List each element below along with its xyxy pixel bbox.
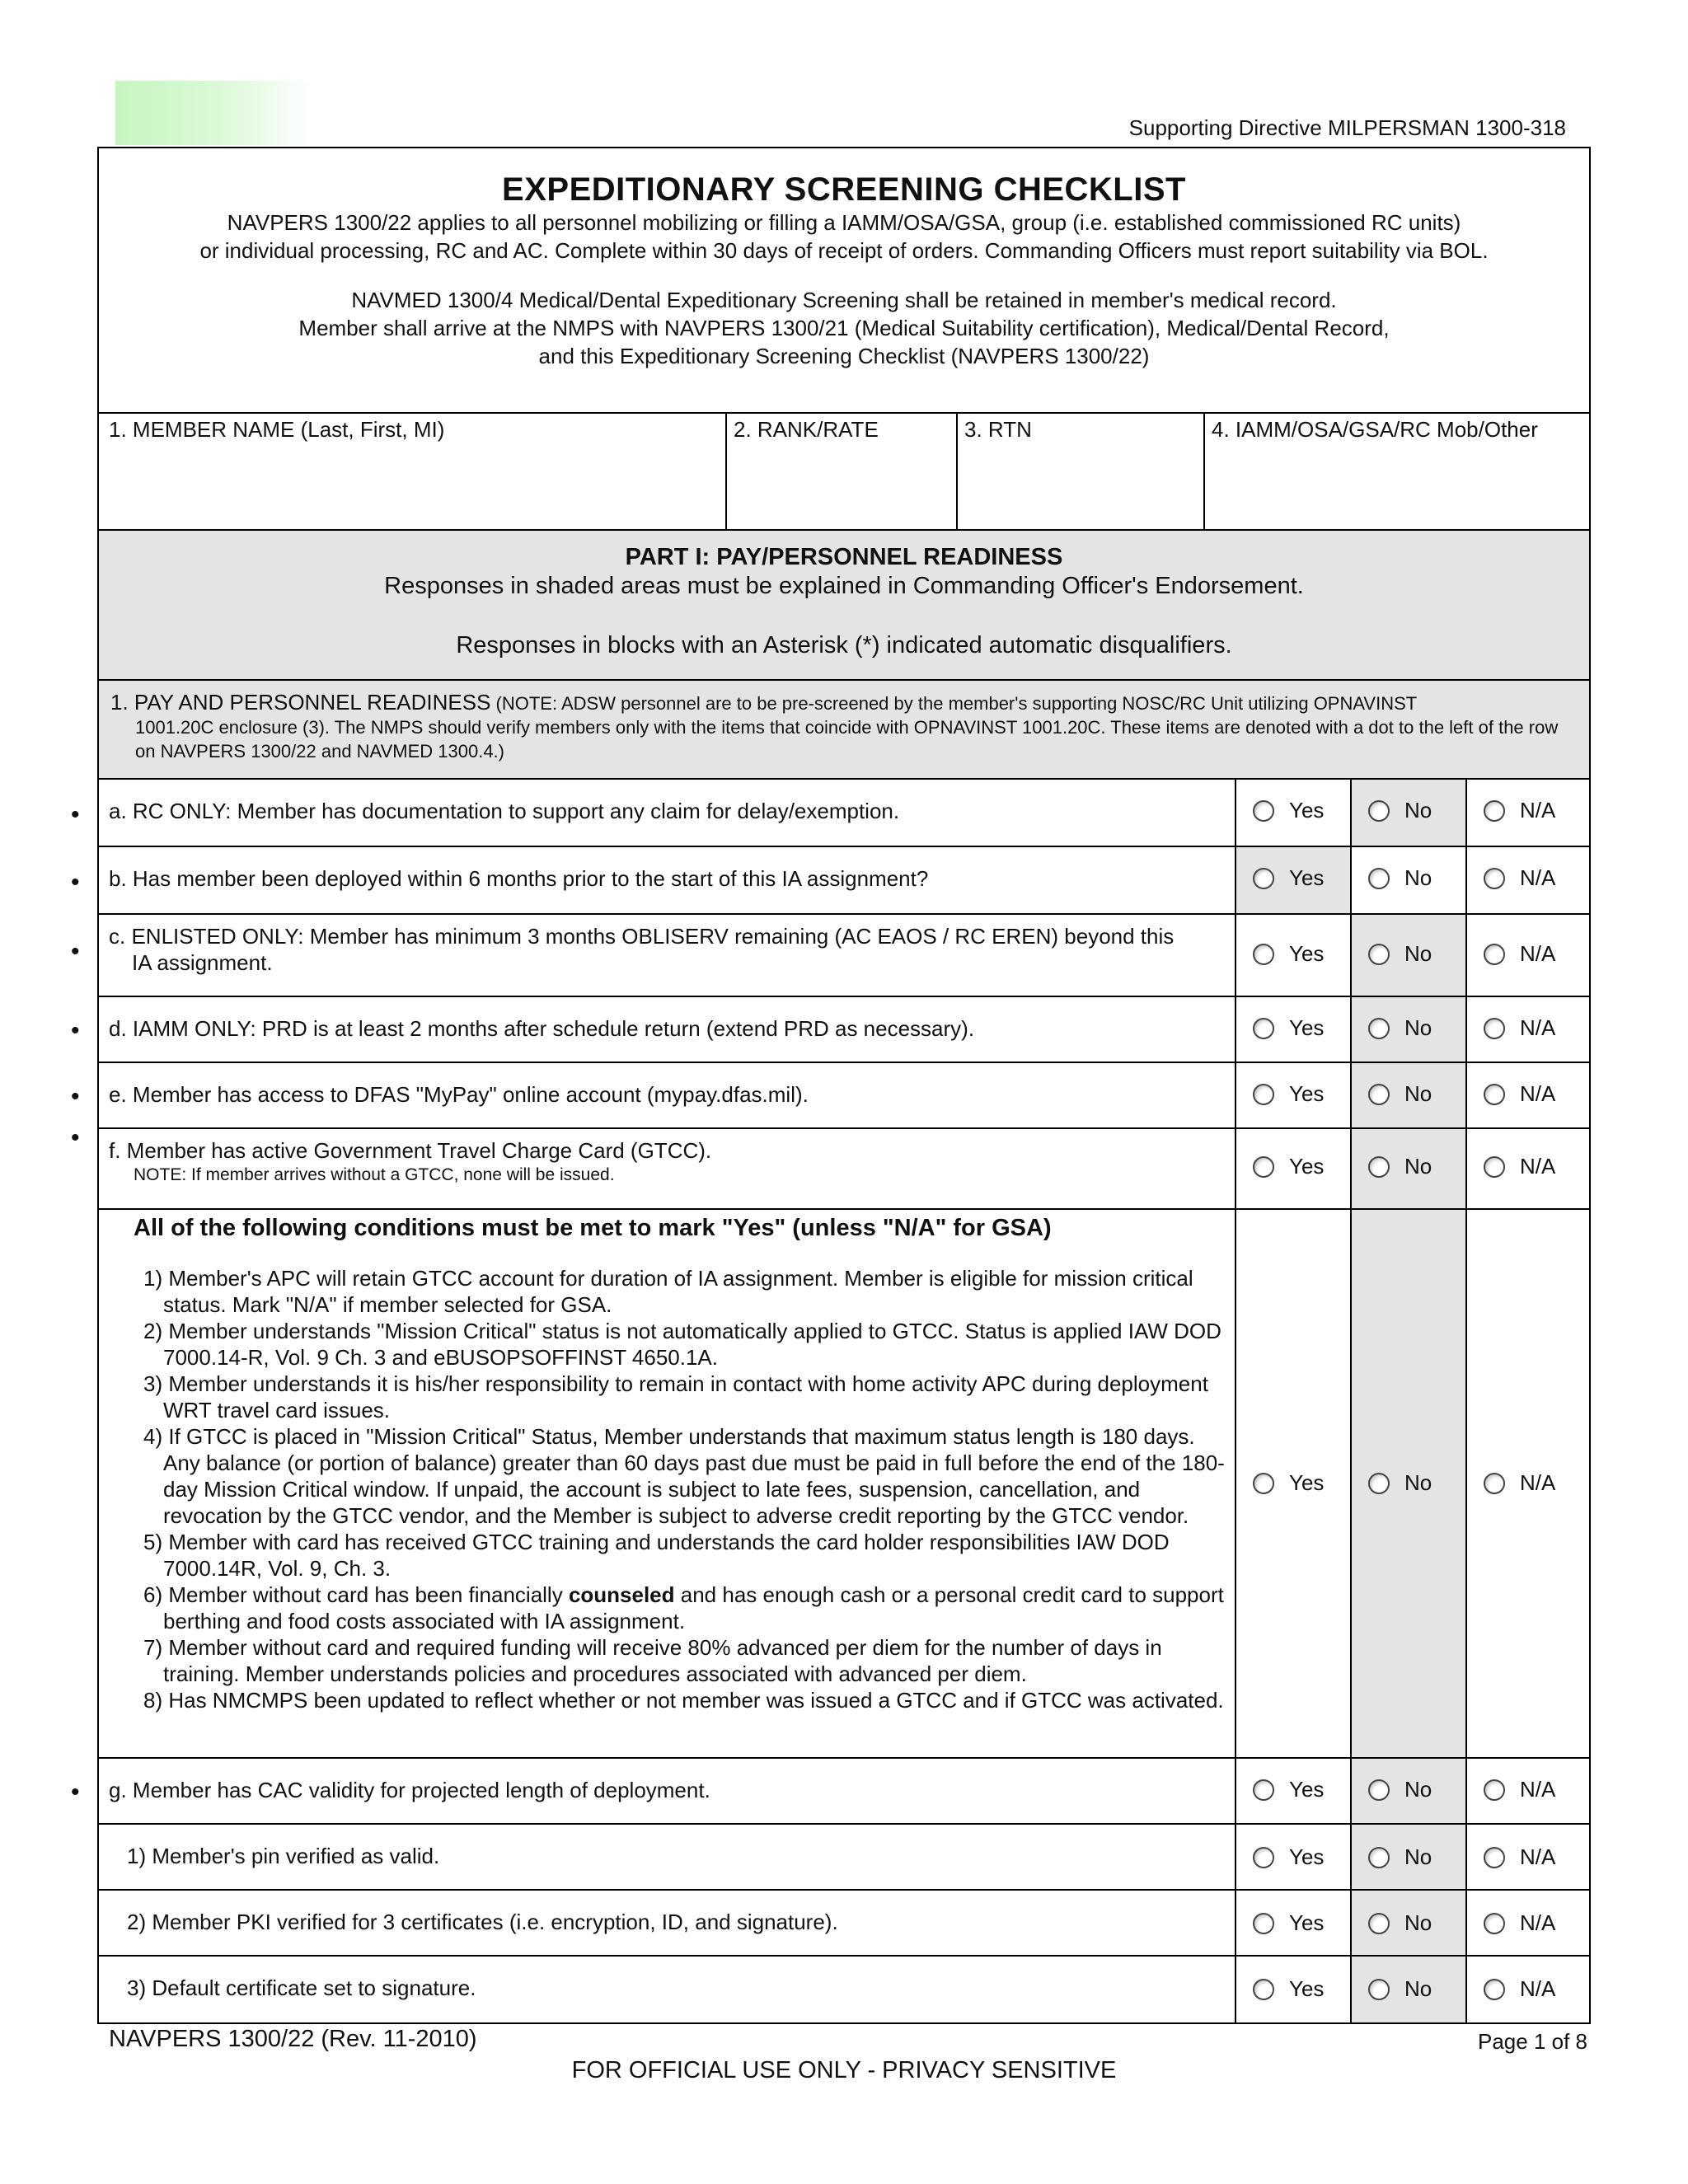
na-label: N/A (1520, 1976, 1556, 2001)
q-g-na[interactable] (1484, 1777, 1555, 1802)
yes-label: Yes (1289, 941, 1325, 966)
rtn-field[interactable] (964, 417, 1197, 527)
radio-button-icon (1368, 1779, 1390, 1801)
part-1-banner (99, 531, 1589, 679)
na-label: N/A (1520, 1844, 1556, 1869)
pay-personnel-section (99, 681, 1589, 780)
condition-6 (134, 1582, 1226, 1634)
radio-button-icon (1368, 1913, 1390, 1934)
category-label: 4. IAMM/OSA/GSA/RC Mob/Other (1212, 417, 1538, 442)
divider (1350, 780, 1352, 2022)
q-c-no[interactable] (1368, 941, 1432, 967)
no-label: No (1404, 1470, 1432, 1495)
radio-button-icon (1253, 1084, 1274, 1105)
question-g: g. Member has CAC validity for projected length of deployment. (109, 1778, 710, 1802)
q-g3-na[interactable] (1484, 1976, 1555, 2002)
q-gtcc-conditions-na[interactable] (1484, 1470, 1555, 1496)
na-label: N/A (1520, 865, 1556, 890)
yes-label: Yes (1289, 1910, 1325, 1935)
yes-label: Yes (1289, 1976, 1325, 2001)
q-gtcc-conditions-yes[interactable] (1253, 1470, 1324, 1496)
condition-2: 2) Member understands "Mission Critical" status is not automatically applied to GTCC. Status is applied IAW DOD 7000.14-R, Vol. 9 Ch. 3 and eBUSOPSOFFINST 4650.1A. (143, 1319, 1221, 1370)
q-b-yes[interactable] (1253, 865, 1324, 891)
condition-6-part-2: and has enough cash or a personal credit card to support berthing and food costs associated with IA assignment. (163, 1582, 1224, 1633)
yes-label: Yes (1289, 798, 1325, 823)
q-g2-no[interactable] (1368, 1910, 1432, 1936)
na-label: N/A (1520, 1777, 1556, 1802)
header-line-2: or individual processing, RC and AC. Complete within 30 days of receipt of orders. Commanding Officers must report suitability via BOL. (199, 238, 1489, 263)
radio-button-icon (1484, 1084, 1505, 1105)
rank-rate-label: 2. RANK/RATE (734, 417, 879, 442)
radio-button-icon (1484, 1847, 1505, 1868)
condition-4: 4) If GTCC is placed in "Mission Critical" Status, Member understands that maximum status length is 180 days. Any balance (or portion of balance) greater than 60 days past due must be paid in full before the end of the 180-day Mission Critical window. If unpaid, the account is subject to late fees, suspension, cancellation, and revocation by the GTCC vendor, and the Member is subject to adverse credit reporting by the GTCC vendor. (143, 1424, 1225, 1528)
na-label: N/A (1520, 1910, 1556, 1935)
header-line-3: NAVMED 1300/4 Medical/Dental Expeditionary Screening shall be retained in member's medical record. (351, 288, 1337, 312)
q-f-yes[interactable] (1253, 1154, 1324, 1179)
question-g-1: 1) Member's pin verified as valid. (127, 1844, 440, 1868)
q-gtcc-conditions-no[interactable] (1368, 1470, 1432, 1496)
radio-button-icon (1253, 868, 1274, 889)
condition-3: 3) Member understands it is his/her responsibility to remain in contact with home activity APC during deployment WRT travel card issues. (143, 1371, 1208, 1422)
rtn-label: 3. RTN (964, 417, 1032, 442)
yes-label: Yes (1289, 1081, 1325, 1106)
q-g2-na[interactable] (1484, 1910, 1555, 1936)
radio-button-icon (1484, 1979, 1505, 2000)
verification-dot: • (71, 869, 80, 896)
form-identifier: NAVPERS 1300/22 (Rev. 11-2010) (109, 2026, 477, 2052)
radio-button-icon (1253, 944, 1274, 965)
verification-dot: • (71, 1017, 80, 1044)
member-name-field[interactable] (109, 417, 719, 527)
radio-button-icon (1484, 944, 1505, 965)
question-c (109, 923, 1230, 976)
radio-button-icon (1253, 1156, 1274, 1178)
radio-button-icon (1368, 1979, 1390, 2000)
q-f-no[interactable] (1368, 1154, 1432, 1179)
divider (99, 1823, 1589, 1825)
radio-button-icon (1253, 800, 1274, 822)
question-f-note: NOTE: If member arrives without a GTCC, none will be issued. (134, 1165, 615, 1184)
divider (99, 1208, 1589, 1210)
pay-section-title: 1. PAY AND PERSONNEL READINESS (110, 690, 491, 715)
question-a: a. RC ONLY: Member has documentation to support any claim for delay/exemption. (109, 799, 900, 823)
q-d-yes[interactable] (1253, 1015, 1324, 1041)
page-number: Page 1 of 8 (1478, 2029, 1587, 2054)
q-g1-yes[interactable] (1253, 1844, 1324, 1870)
no-label: No (1404, 1154, 1432, 1179)
radio-button-icon (1484, 1779, 1505, 1801)
corner-tab (115, 81, 313, 145)
question-e: e. Member has access to DFAS "MyPay" online account (mypay.dfas.mil). (109, 1082, 809, 1107)
divider (99, 412, 1589, 414)
q-a-no[interactable] (1368, 798, 1432, 823)
question-f (109, 1137, 1230, 1187)
no-label: No (1404, 1976, 1432, 2001)
form-header (99, 148, 1589, 414)
radio-button-icon (1484, 1156, 1505, 1178)
q-b-no[interactable] (1368, 865, 1432, 891)
q-g1-na[interactable] (1484, 1844, 1555, 1870)
member-name-label: 1. MEMBER NAME (Last, First, MI) (109, 417, 445, 442)
q-c-na[interactable] (1484, 941, 1555, 967)
part-1-title: PART I: PAY/PERSONNEL READINESS (625, 544, 1063, 570)
q-g-yes[interactable] (1253, 1777, 1324, 1802)
question-c-line-1: c. ENLISTED ONLY: Member has minimum 3 months OBLISERV remaining (AC EAOS / RC EREN) beyond this (109, 924, 1175, 949)
q-a-yes[interactable] (1253, 798, 1324, 823)
question-f-line-1: f. Member has active Government Travel Charge Card (GTCC). (109, 1138, 712, 1163)
radio-button-icon (1484, 1473, 1505, 1494)
yes-label: Yes (1289, 1470, 1325, 1495)
radio-button-icon (1368, 868, 1390, 889)
divider (99, 1955, 1589, 1957)
divider (99, 1127, 1589, 1129)
verification-dot: • (71, 1083, 80, 1110)
category-field[interactable] (1212, 417, 1582, 527)
divider (99, 996, 1589, 997)
q-f-na[interactable] (1484, 1154, 1555, 1179)
no-label: No (1404, 1081, 1432, 1106)
na-label: N/A (1520, 798, 1556, 823)
q-g2-yes[interactable] (1253, 1910, 1324, 1936)
radio-button-icon (1253, 1913, 1274, 1934)
privacy-notice: FOR OFFICIAL USE ONLY - PRIVACY SENSITIVE (571, 2057, 1117, 2083)
radio-button-icon (1368, 1473, 1390, 1494)
q-e-na[interactable] (1484, 1081, 1555, 1107)
condition-6-emphasis: counseled (568, 1582, 675, 1607)
yes-label: Yes (1289, 865, 1325, 890)
condition-1: 1) Member's APC will retain GTCC account for duration of IA assignment. Member is eligible for mission critical status. Mark "N/A" if member selected for GSA. (143, 1266, 1193, 1317)
no-label: No (1404, 941, 1432, 966)
radio-button-icon (1368, 800, 1390, 822)
q-d-na[interactable] (1484, 1015, 1555, 1041)
rank-rate-field[interactable] (734, 417, 950, 527)
q-g3-yes[interactable] (1253, 1976, 1324, 2002)
condition-7: 7) Member without card and required funding will receive 80% advanced per diem for the number of days in training. Member understands policies and procedures associated with advanced per diem. (143, 1635, 1162, 1686)
divider (1235, 780, 1236, 2022)
radio-button-icon (1368, 944, 1390, 965)
header-line-1: NAVPERS 1300/22 applies to all personnel mobilizing or filling a IAMM/OSA/GSA, group (i.e. established commissioned RC units) (227, 210, 1461, 235)
question-c-line-2: IA assignment. (132, 950, 273, 975)
divider (99, 1889, 1589, 1891)
question-d: d. IAMM ONLY: PRD is at least 2 months after schedule return (extend PRD as necessary). (109, 1016, 975, 1041)
question-b: b. Has member been deployed within 6 months prior to the start of this IA assignment? (109, 866, 929, 891)
question-g-3: 3) Default certificate set to signature. (127, 1975, 476, 2000)
radio-button-icon (1368, 1156, 1390, 1178)
header-line-4: Member shall arrive at the NMPS with NAVPERS 1300/21 (Medical Suitability certification), Medical/Dental Record, (298, 316, 1390, 340)
divider (99, 1062, 1589, 1063)
divider (725, 412, 727, 531)
no-label: No (1404, 1777, 1432, 1802)
verification-dot: • (71, 938, 80, 965)
no-label: No (1404, 865, 1432, 890)
pay-section-note-cont: 1001.20C enclosure (3). The NMPS should verify members only with the items that coincide with OPNAVINST 1001.20C. These items are denoted with a dot to the left of the row on NAVPERS 1300/22 and NAVMED 1300.4.) (135, 717, 1559, 762)
no-label: No (1404, 798, 1432, 823)
radio-button-icon (1368, 1847, 1390, 1868)
header-line-5: and this Expeditionary Screening Checklist (NAVPERS 1300/22) (538, 344, 1150, 368)
radio-button-icon (1253, 1473, 1274, 1494)
na-label: N/A (1520, 1081, 1556, 1106)
yes-label: Yes (1289, 1844, 1325, 1869)
na-label: N/A (1520, 1154, 1556, 1179)
radio-button-icon (1368, 1018, 1390, 1039)
divider (1465, 780, 1467, 2022)
no-label: No (1404, 1015, 1432, 1040)
verification-dot: • (71, 1124, 80, 1151)
gtcc-conditions (122, 1215, 1226, 1713)
yes-label: Yes (1289, 1154, 1325, 1179)
yes-label: Yes (1289, 1015, 1325, 1040)
verification-dot: • (71, 1779, 80, 1806)
conditions-heading: All of the following conditions must be met to mark "Yes" (unless "N/A" for GSA) (134, 1215, 1052, 1241)
question-g-2: 2) Member PKI verified for 3 certificates (i.e. encryption, ID, and signature). (127, 1910, 838, 1934)
no-label: No (1404, 1844, 1432, 1869)
q-g1-no[interactable] (1368, 1844, 1432, 1870)
radio-button-icon (1368, 1084, 1390, 1105)
divider (99, 1757, 1589, 1759)
form-title: EXPEDITIONARY SCREENING CHECKLIST (502, 171, 1186, 208)
q-a-na[interactable] (1484, 798, 1555, 823)
condition-6-part-1: 6) Member without card has been financially (143, 1582, 569, 1607)
radio-button-icon (1253, 1018, 1274, 1039)
q-g-no[interactable] (1368, 1777, 1432, 1802)
q-e-yes[interactable] (1253, 1081, 1324, 1107)
part-1-asterisk-note: Responses in blocks with an Asterisk (*) indicated automatic disqualifiers. (456, 632, 1232, 658)
na-label: N/A (1520, 1470, 1556, 1495)
no-label: No (1404, 1910, 1432, 1935)
radio-button-icon (1484, 800, 1505, 822)
condition-5: 5) Member with card has received GTCC training and understands the card holder responsibilities IAW DOD 7000.14R, Vol. 9, Ch. 3. (143, 1530, 1170, 1581)
radio-button-icon (1253, 1779, 1274, 1801)
q-c-yes[interactable] (1253, 941, 1324, 967)
radio-button-icon (1253, 1847, 1274, 1868)
radio-button-icon (1484, 1913, 1505, 1934)
q-e-no[interactable] (1368, 1081, 1432, 1107)
divider (956, 412, 958, 531)
supporting-directive: Supporting Directive MILPERSMAN 1300-318 (1128, 115, 1566, 140)
condition-8: 8) Has NMCMPS been updated to reflect whether or not member was issued a GTCC and if GTCC was activated. (143, 1688, 1224, 1713)
divider (1203, 412, 1205, 531)
pay-section-note: (NOTE: ADSW personnel are to be pre-screened by the member's supporting NOSC/RC Unit utilizing OPNAVINST (490, 693, 1418, 714)
radio-button-icon (1484, 868, 1505, 889)
q-g3-no[interactable] (1368, 1976, 1432, 2002)
q-d-no[interactable] (1368, 1015, 1432, 1041)
yes-label: Yes (1289, 1777, 1325, 1802)
q-b-na[interactable] (1484, 865, 1555, 891)
divider (99, 913, 1589, 915)
divider (99, 846, 1589, 847)
radio-button-icon (1253, 1979, 1274, 2000)
verification-dot: • (71, 801, 80, 828)
radio-button-icon (1484, 1018, 1505, 1039)
na-label: N/A (1520, 941, 1556, 966)
na-label: N/A (1520, 1015, 1556, 1040)
part-1-shaded-note: Responses in shaded areas must be explained in Commanding Officer's Endorsement. (384, 573, 1304, 599)
